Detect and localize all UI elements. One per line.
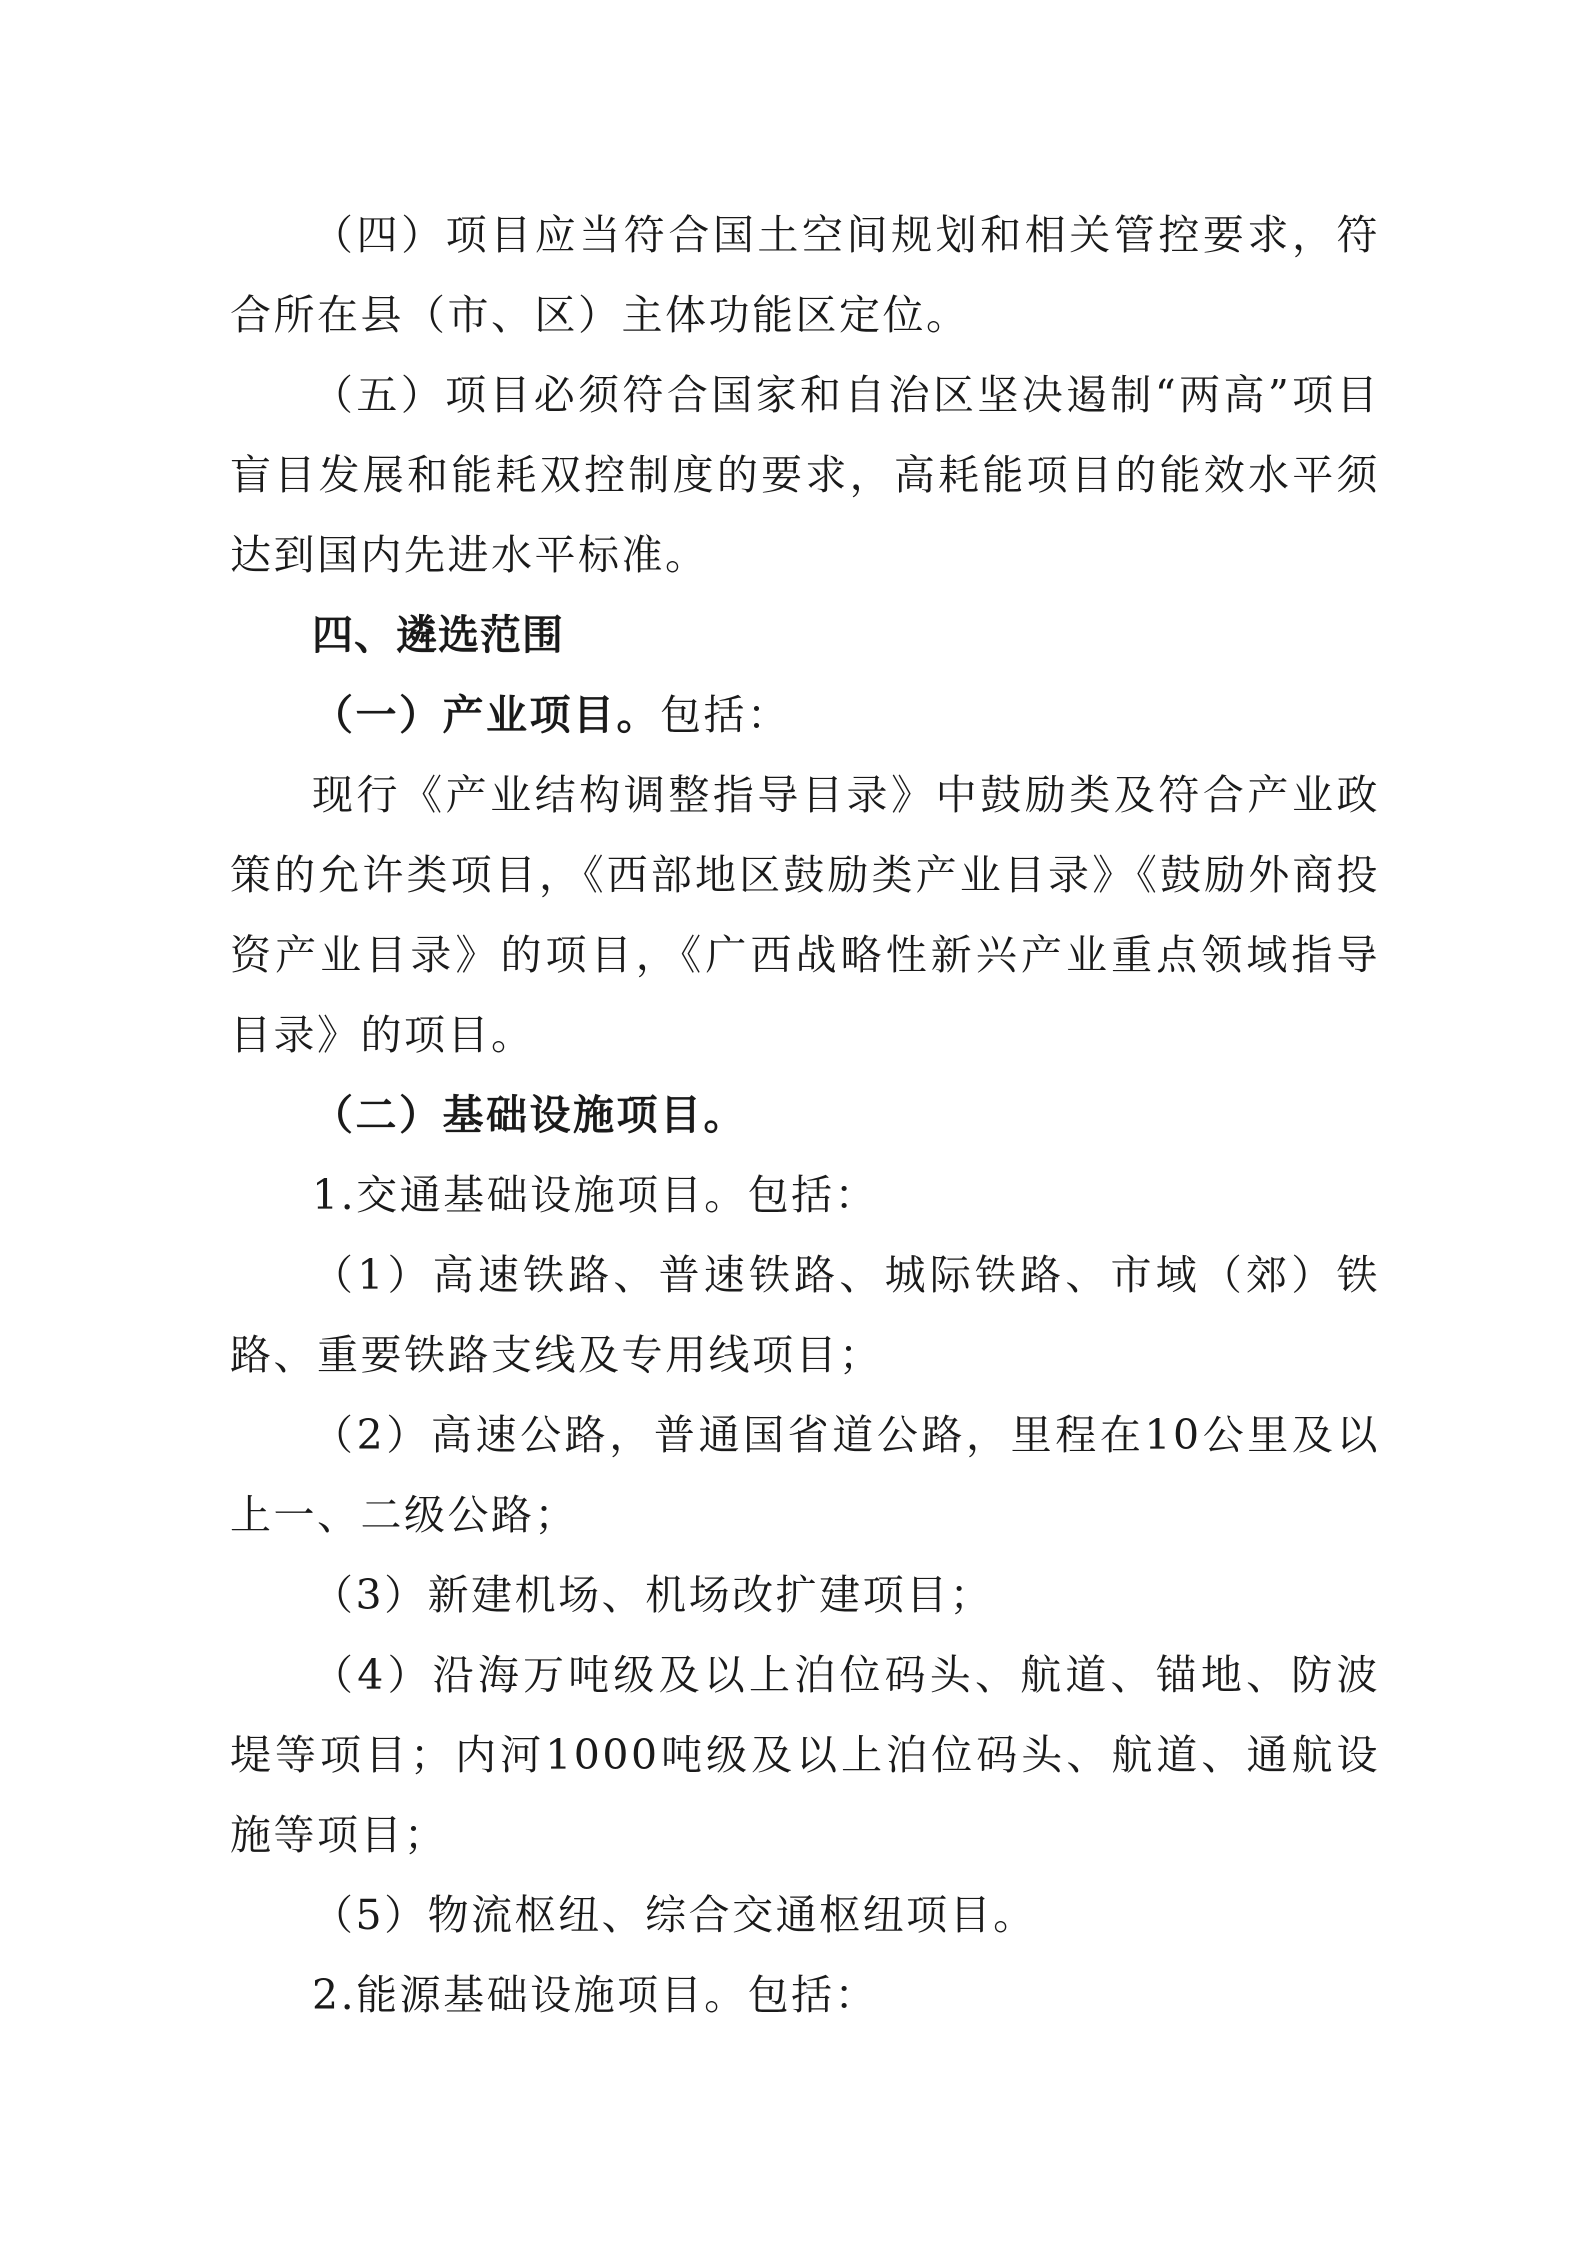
item-transport-infrastructure: 1.交通基础设施项目。包括：	[312, 1171, 879, 1219]
paragraph-item-4: （四）项目应当符合国土空间规划和相关管控要求，符合所在县（市、区）主体功能区定位。	[230, 211, 1380, 339]
item-logistics-hub: （5）物流枢纽、综合交通枢纽项目。	[312, 1891, 1037, 1939]
item-highway: （2）高速公路，普通国省道公路，里程在10公里及以上一、二级公路；	[230, 1411, 1380, 1539]
document-body	[230, 195, 1380, 2035]
item-airport: （3）新建机场、机场改扩建项目；	[312, 1571, 994, 1619]
subsection-text: 包括：	[660, 691, 791, 739]
subsection-title: （一）产业项目。	[312, 691, 660, 739]
paragraph-industrial-scope: 现行《产业结构调整指导目录》中鼓励类及符合产业政策的允许类项目，《西部地区鼓励类产业目录》《鼓励外商投资产业目录》的项目，《广西战略性新兴产业重点领域指导目录》的项目。	[230, 771, 1380, 1059]
item-railway: （1）高速铁路、普速铁路、城际铁路、市域（郊）铁路、重要铁路支线及专用线项目；	[230, 1251, 1380, 1379]
section-heading-4: 四、遴选范围	[312, 611, 564, 659]
item-energy-infrastructure: 2.能源基础设施项目。包括：	[312, 1971, 879, 2019]
item-port: （4）沿海万吨级及以上泊位码头、航道、锚地、防波堤等项目；内河1000吨级及以上泊位码头、航道、通航设施等项目；	[230, 1651, 1380, 1859]
paragraph-item-5: （五）项目必须符合国家和自治区坚决遏制“两高”项目盲目发展和能耗双控制度的要求，高耗能项目的能效水平须达到国内先进水平标准。	[230, 371, 1380, 579]
subsection-industrial-projects	[230, 675, 1380, 755]
subsection-infrastructure-projects: （二）基础设施项目。	[312, 1091, 747, 1139]
